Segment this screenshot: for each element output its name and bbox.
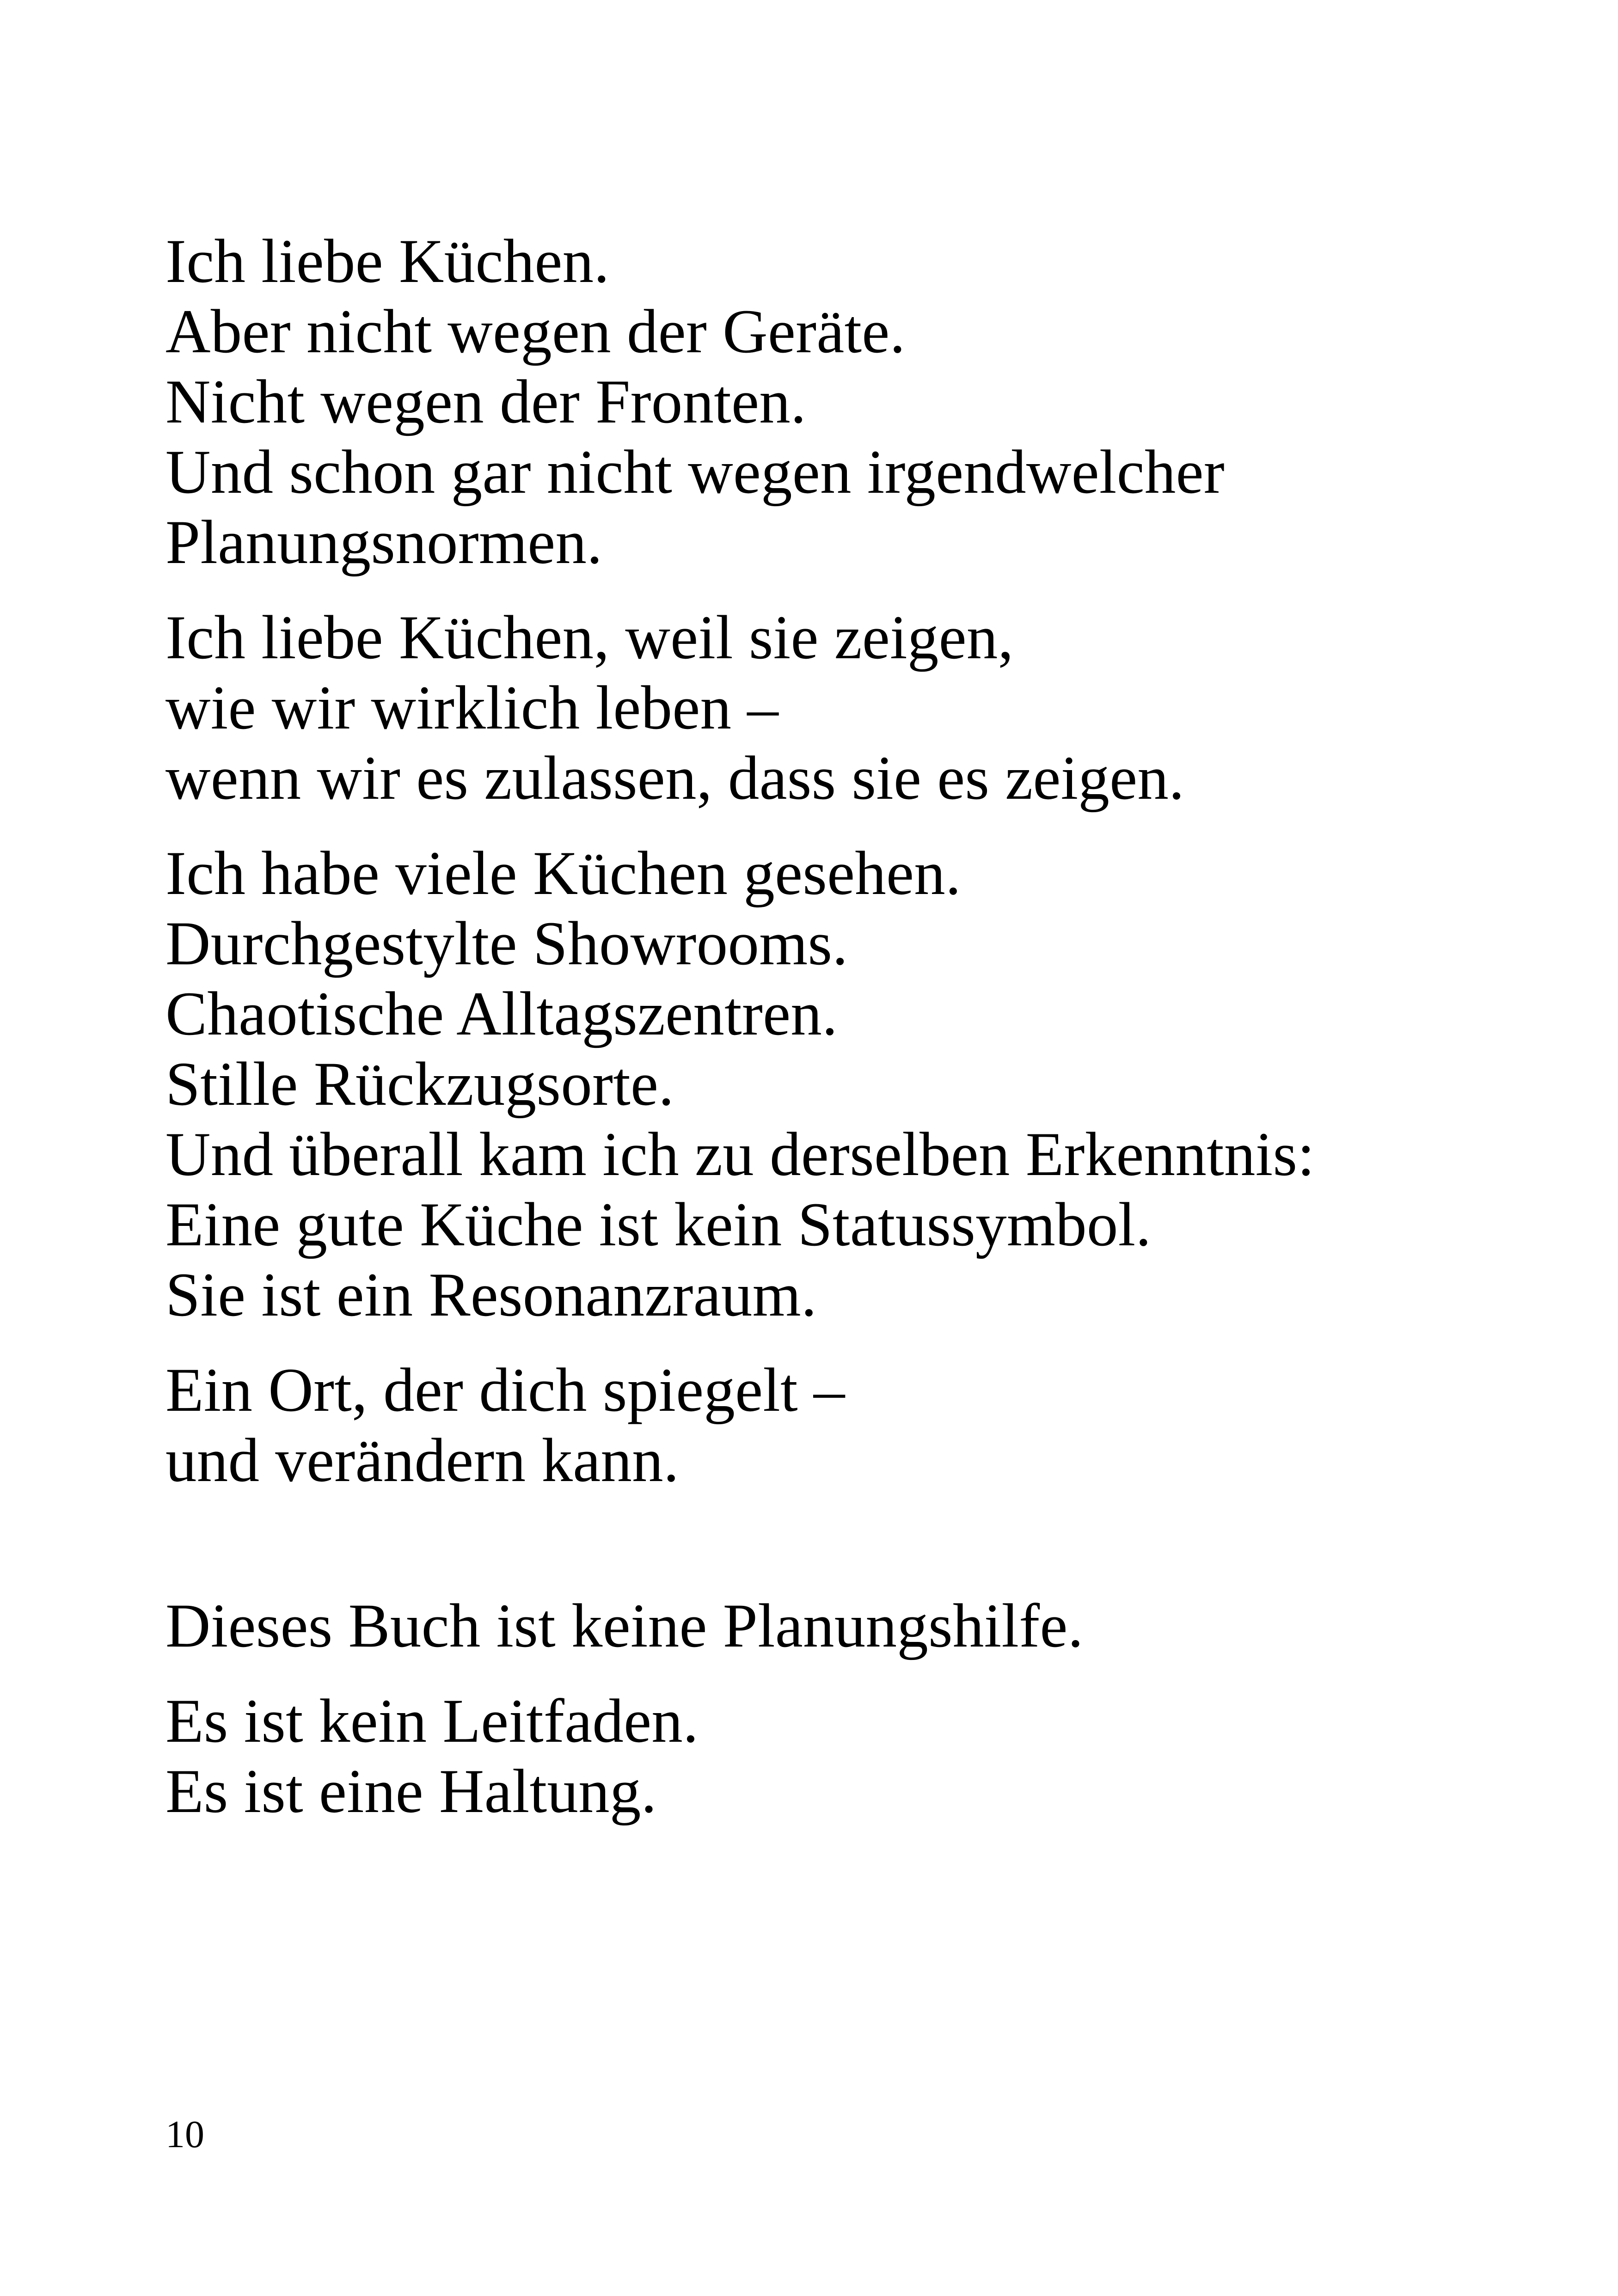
paragraph	[165, 839, 1529, 1330]
text-line: wenn wir es zulassen, dass sie es zeigen.	[165, 744, 1185, 813]
text-line: Und schon gar nicht wegen irgendwelcher	[165, 438, 1225, 507]
text-line: Eine gute Küche ist kein Statussymbol.	[165, 1190, 1152, 1259]
paragraph	[165, 1355, 1529, 1496]
text-line: Chaotische Alltagszentren.	[165, 980, 838, 1048]
text-line: Sie ist ein Resonanzraum.	[165, 1261, 817, 1329]
text-line: Ich liebe Küchen.	[165, 227, 610, 296]
page-number: 10	[165, 2113, 204, 2156]
text-line: Durchgestylte Showrooms.	[165, 909, 848, 978]
text-line: Aber nicht wegen der Geräte.	[165, 297, 906, 366]
text-line: und verändern kann.	[165, 1426, 679, 1495]
text-line: Dieses Buch ist keine Planungshilfe.	[165, 1592, 1084, 1660]
paragraph	[165, 603, 1529, 814]
text-line: Es ist kein Leitfaden.	[165, 1687, 699, 1756]
text-line: Nicht wegen der Fronten.	[165, 367, 807, 436]
paragraph	[165, 1686, 1529, 1827]
text-line: Ich habe viele Küchen gesehen.	[165, 839, 962, 908]
paragraph-section-start	[165, 1591, 1529, 1661]
text-line: wie wir wirklich leben –	[165, 673, 779, 742]
text-line: Es ist eine Haltung.	[165, 1757, 657, 1826]
text-line: Ein Ort, der dich spiegelt –	[165, 1356, 845, 1425]
body-text	[165, 227, 1529, 1852]
paragraph	[165, 227, 1529, 578]
text-line: Stille Rückzugsorte.	[165, 1050, 674, 1119]
text-line: Planungsnormen.	[165, 508, 603, 577]
text-line: Ich liebe Küchen, weil sie zeigen,	[165, 603, 1014, 672]
text-line: Und überall kam ich zu derselben Erkenntnis:	[165, 1120, 1315, 1189]
